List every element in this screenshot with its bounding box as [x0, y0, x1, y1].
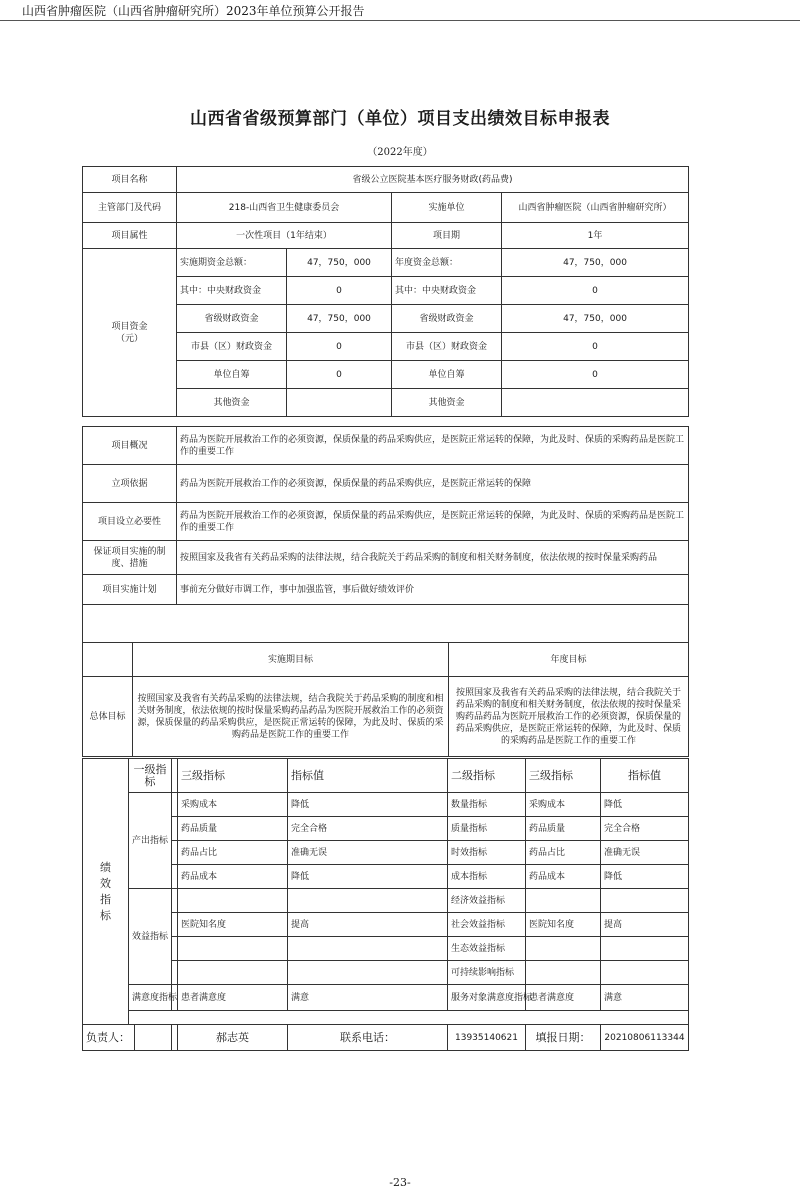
plan-value: 事前充分做好市调工作，事中加强监管，事后做好绩效评价	[177, 575, 689, 605]
fund-label: 其他资金	[392, 389, 502, 417]
indicator-level2: 可持续影响指标	[448, 961, 526, 985]
phone-value: 13935140621	[448, 1025, 526, 1051]
indicator-name: 药品成本	[178, 865, 288, 889]
level1-header: 一级指标	[129, 759, 172, 793]
project-attr-value: 一次性项目（1年结束）	[177, 223, 392, 249]
indicator-level2: 社会效益指标	[448, 913, 526, 937]
indicator-name	[526, 961, 601, 985]
fund-label: 实施期资金总额：	[177, 249, 287, 277]
funds-label-line1: 项目资金	[111, 321, 148, 332]
indicator-name	[178, 937, 288, 961]
fund-label: 其他资金	[177, 389, 287, 417]
necessity-label: 项目设立必要性	[83, 503, 177, 541]
indicator-name: 患者满意度	[526, 985, 601, 1011]
date-label: 填报日期：	[526, 1025, 601, 1051]
indicator-value: 完全合格	[288, 817, 448, 841]
impl-unit-label: 实施单位	[392, 193, 502, 223]
running-header: 山西省肿瘤医院（山西省肿瘤研究所）2023年单位预算公开报告	[22, 4, 365, 18]
phone-label: 联系电话：	[288, 1025, 448, 1051]
fund-label: 单位自筹	[392, 361, 502, 389]
indicator-level2: 经济效益指标	[448, 889, 526, 913]
year-goal-text: 按照国家及我省有关药品采购的法律法规，结合我院关于药品采购的制度和相关财务制度，依法依规的按时保量采购药品药品为医院开展救治工作的必须资源，保质保量的药品采购供应，是医院正常运转的保障，为此及时、保质的采购药品是医院工作的重要工作	[449, 677, 689, 757]
impl-goal-text: 按照国家及我省有关药品采购的法律法规，结合我院关于药品采购的制度和相关财务制度，依法依规的按时保量采购药品药品为医院开展救治工作的必须资源，保质保量的药品采购供应，是医院正常运转的保障，为此及时、保质的采购药品是医院工作的重要工作	[133, 677, 449, 757]
overview-value: 药品为医院开展救治工作的必须资源，保质保量的药品采购供应，是医院正常运转的保障，为此及时、保质的采购药品是医院工作的重要工作	[177, 427, 689, 465]
indicator-name	[526, 889, 601, 913]
indicator-name	[178, 889, 288, 913]
goals-blank-cell	[83, 643, 133, 677]
page-number: -23-	[389, 1176, 411, 1189]
fund-value: 47，750，000	[502, 305, 689, 333]
dept-label: 主管部门及代码	[83, 193, 177, 223]
fund-value: 47，750，000	[287, 249, 392, 277]
value-header: 指标值	[288, 759, 448, 793]
indicator-value	[288, 937, 448, 961]
benefit-indicator-label: 效益指标	[129, 889, 172, 985]
impl-goal-header: 实施期目标	[133, 643, 449, 677]
basis-value: 药品为医院开展救治工作的必须资源，保质保量的药品采购供应，是医院正常运转的保障	[177, 465, 689, 503]
project-name-value: 省级公立医院基本医疗服务财政(药品费)	[177, 167, 689, 193]
indicator-value: 准确无误	[288, 841, 448, 865]
project-period-value: 1年	[502, 223, 689, 249]
plan-label: 项目实施计划	[83, 575, 177, 605]
header-rule	[0, 20, 800, 21]
indicator-name: 医院知名度	[178, 913, 288, 937]
person-value: 郝志英	[178, 1025, 288, 1051]
fund-label: 市县（区）财政资金	[177, 333, 287, 361]
fund-value: 0	[502, 333, 689, 361]
funds-label-line2: （元）	[115, 333, 143, 344]
indicator-value: 满意	[601, 985, 689, 1011]
fund-label: 单位自筹	[177, 361, 287, 389]
report-year: （2022年度）	[367, 147, 433, 158]
indicator-value	[601, 937, 689, 961]
indicator-level2: 生态效益指标	[448, 937, 526, 961]
fund-value: 0	[502, 277, 689, 305]
satisfaction-indicator-label: 满意度指标	[129, 985, 172, 1011]
fund-value	[287, 389, 392, 417]
necessity-value: 药品为医院开展救治工作的必须资源，保质保量的药品采购供应，是医院正常运转的保障，为此及时、保质的采购药品是医院工作的重要工作	[177, 503, 689, 541]
indicator-name	[178, 961, 288, 985]
indicator-value: 降低	[288, 793, 448, 817]
indicator-name: 药品占比	[178, 841, 288, 865]
person-label: 负责人：	[83, 1025, 135, 1051]
indicator-value: 提高	[288, 913, 448, 937]
level2-header: 二级指标	[448, 759, 526, 793]
output-indicator-label: 产出指标	[129, 793, 172, 889]
fund-value: 0	[287, 277, 392, 305]
project-attr-label: 项目属性	[83, 223, 177, 249]
indicator-name: 采购成本	[178, 793, 288, 817]
overall-goal-label: 总体目标	[83, 677, 133, 757]
project-description-table	[82, 426, 689, 643]
indicator-value	[288, 961, 448, 985]
indicator-level2: 成本指标	[448, 865, 526, 889]
fund-label: 其中：中央财政资金	[177, 277, 287, 305]
fund-label: 省级财政资金	[177, 305, 287, 333]
funds-label	[83, 249, 177, 417]
project-period-label: 项目期	[392, 223, 502, 249]
indicator-value: 准确无误	[601, 841, 689, 865]
indicators-side-label: 绩 效 指 标	[83, 759, 129, 1025]
indicator-value: 提高	[601, 913, 689, 937]
indicator-name: 采购成本	[526, 793, 601, 817]
fund-value: 0	[287, 333, 392, 361]
indicator-value: 降低	[288, 865, 448, 889]
indicator-value: 完全合格	[601, 817, 689, 841]
fund-value: 47，750，000	[502, 249, 689, 277]
impl-unit-value: 山西省肿瘤医院（山西省肿瘤研究所）	[502, 193, 689, 223]
indicator-name: 药品成本	[526, 865, 601, 889]
page-title: 山西省省级预算部门（单位）项目支出绩效目标申报表	[190, 109, 610, 129]
signature-table	[82, 1024, 689, 1051]
indicator-level2: 时效指标	[448, 841, 526, 865]
fund-value: 0	[502, 361, 689, 389]
indicator-value	[601, 889, 689, 913]
dept-value: 218-山西省卫生健康委员会	[177, 193, 392, 223]
fund-label: 年度资金总额：	[392, 249, 502, 277]
indicator-value: 降低	[601, 793, 689, 817]
overview-label: 项目概况	[83, 427, 177, 465]
indicator-level2: 数量指标	[448, 793, 526, 817]
measures-value: 按照国家及我省有关药品采购的法律法规，结合我院关于药品采购的制度和相关财务制度，依法依规的按时保量采购药品	[177, 541, 689, 575]
indicator-value	[601, 961, 689, 985]
indicators-table	[82, 758, 689, 1025]
indicator-name: 药品占比	[526, 841, 601, 865]
fund-value	[502, 389, 689, 417]
indicator-value	[288, 889, 448, 913]
goals-table	[82, 642, 689, 757]
indicator-value: 满意	[288, 985, 448, 1011]
project-info-table	[82, 166, 689, 417]
measures-label: 保证项目实施的制度、措施	[83, 541, 177, 575]
project-name-label: 项目名称	[83, 167, 177, 193]
level3-header: 三级指标	[526, 759, 601, 793]
indicator-level2: 质量指标	[448, 817, 526, 841]
basis-label: 立项依据	[83, 465, 177, 503]
footer-blank-cell	[135, 1025, 172, 1051]
indicator-value: 降低	[601, 865, 689, 889]
indicator-name: 患者满意度	[178, 985, 288, 1011]
year-goal-header: 年度目标	[449, 643, 689, 677]
indicator-name: 药品质量	[526, 817, 601, 841]
level3-header: 三级指标	[178, 759, 288, 793]
indicator-name: 医院知名度	[526, 913, 601, 937]
date-value: 20210806113344	[601, 1025, 689, 1051]
fund-value: 0	[287, 361, 392, 389]
value-header: 指标值	[601, 759, 689, 793]
fund-label: 省级财政资金	[392, 305, 502, 333]
spacer-row	[129, 1011, 689, 1025]
indicator-name	[526, 937, 601, 961]
fund-label: 其中：中央财政资金	[392, 277, 502, 305]
indicator-name: 药品质量	[178, 817, 288, 841]
fund-label: 市县（区）财政资金	[392, 333, 502, 361]
blank-row	[83, 605, 689, 643]
indicator-level2: 服务对象满意度指标	[448, 985, 526, 1011]
fund-value: 47，750，000	[287, 305, 392, 333]
